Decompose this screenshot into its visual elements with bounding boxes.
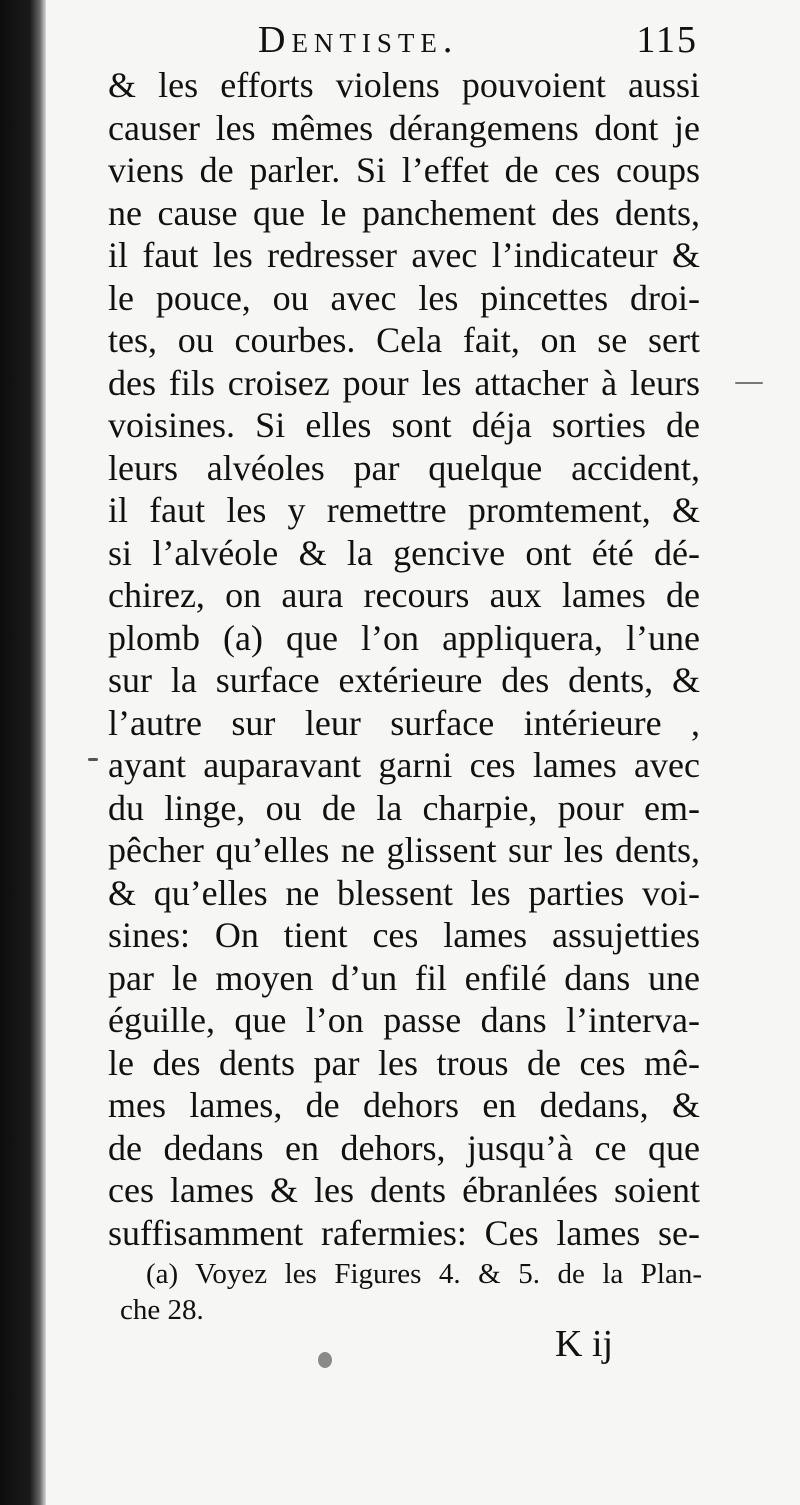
text-line: ayant auparavant garni ces lames avec	[108, 745, 700, 785]
footnote-line: (a) Voyez les Figures 4. & 5. de la Plan-	[146, 1258, 702, 1290]
running-title: Dentiste.	[258, 19, 459, 61]
text-line: du linge, ou de la charpie, pour em-	[108, 787, 700, 828]
text-line: sur la surface extérieure des dents, &	[108, 660, 700, 700]
text-line: ces lames & les dents ébranlées soient	[108, 1170, 700, 1210]
text-line: chirez, on aura recours aux lames de	[108, 575, 700, 615]
text-line: mes lames, de dehors en dedans, &	[108, 1085, 700, 1125]
body-text	[108, 64, 700, 1254]
text-line: leurs alvéoles par quelque accident,	[108, 447, 700, 488]
ink-speck	[88, 758, 98, 761]
text-line: des fils croisez pour les attacher à leurs	[108, 362, 700, 403]
text-line: il faut les y remettre promtement, &	[108, 490, 700, 530]
signature-mark: K ij	[555, 1323, 614, 1365]
text-line: l’autre sur leur surface intérieure ,	[108, 702, 700, 743]
text-line: tes, ou courbes. Cela fait, on se sert	[108, 320, 700, 360]
text-line: ne cause que le panchement des dents,	[108, 192, 700, 233]
text-line: pêcher qu’elles ne glissent sur les dents,	[108, 830, 700, 870]
text-line: viens de parler. Si l’effet de ces coups	[108, 150, 700, 190]
text-line: par le moyen d’un fil enfilé dans une	[108, 957, 700, 998]
text-line: voisines. Si elles sont déja sorties de	[108, 405, 700, 445]
text-line: il faut les redresser avec l’indicateur &	[108, 235, 700, 275]
running-head	[258, 18, 698, 68]
ink-speck	[318, 1352, 332, 1368]
footnote-line: che 28.	[120, 1294, 204, 1326]
text-line: de dedans en dehors, jusqu’à ce que	[108, 1127, 700, 1168]
text-line: si l’alvéole & la gencive ont été dé-	[108, 532, 700, 573]
footnote	[120, 1256, 702, 1328]
text-line: sines: On tient ces lames assujetties	[108, 915, 700, 955]
text-line: éguille, que l’on passe dans l’interva-	[108, 1000, 700, 1040]
text-line: suffisamment rafermies: Ces lames se-	[108, 1212, 700, 1253]
text-line: causer les mêmes dérangemens dont je	[108, 107, 700, 148]
scan-gutter-shadow	[0, 0, 46, 1505]
ink-speck	[735, 382, 763, 384]
page-number: 115	[636, 19, 698, 61]
text-line: & les efforts violens pouvoient aussi	[108, 65, 700, 105]
text-line: le des dents par les trous de ces mê-	[108, 1042, 700, 1083]
text-line: le pouce, ou avec les pincettes droi-	[108, 277, 700, 318]
text-line: plomb (a) que l’on appliquera, l’une	[108, 617, 700, 658]
text-line: & qu’elles ne blessent les parties voi-	[108, 872, 700, 913]
